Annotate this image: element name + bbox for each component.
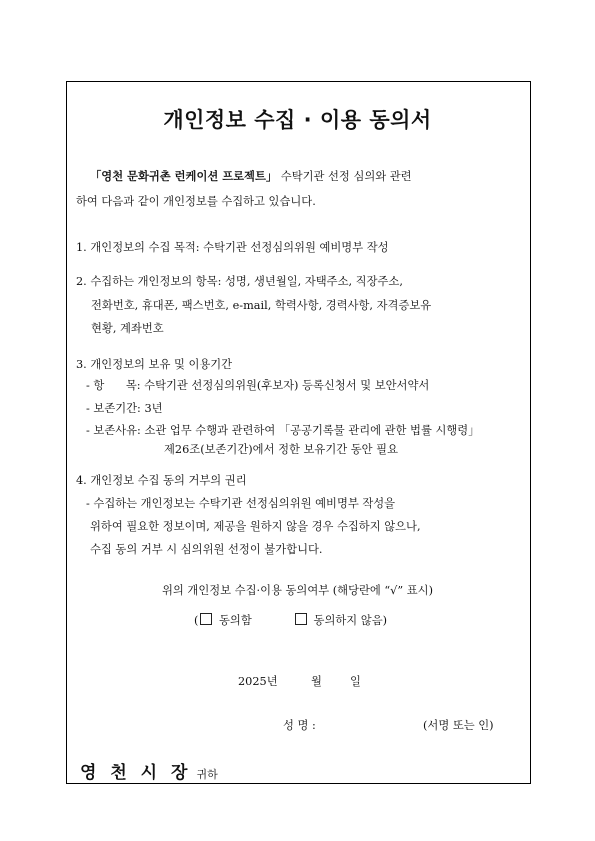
- section-4-line-1: - 수집하는 개인정보는 수탁기관 선정심의위원 예비명부 작성을: [86, 497, 396, 510]
- date-day: 일: [350, 675, 361, 688]
- section-3-item-2: - 보존기간: 3년: [86, 402, 163, 415]
- date-year: 2025년: [238, 675, 278, 688]
- disagree-label: 동의하지 않음: [313, 614, 383, 627]
- paren-close: ): [382, 614, 388, 627]
- section-1: 1. 개인정보의 수집 목적: 수탁기관 선정심의위원 예비명부 작성: [76, 241, 389, 254]
- agree-checkbox[interactable]: [200, 613, 212, 625]
- document-title: 개인정보 수집 · 이용 동의서: [163, 108, 432, 132]
- disagree-checkbox[interactable]: [295, 613, 307, 625]
- section-2-line-1: 2. 수집하는 개인정보의 항목: 성명, 생년월일, 자택주소, 직장주소,: [76, 275, 403, 288]
- signature-label: 성 명 :: [283, 719, 316, 732]
- section-3-item-3-line-1: - 보존사유: 소관 업무 수행과 관련하여 「공공기록물 관리에 관한 법률 시행령」: [86, 424, 480, 437]
- paren-open: (: [194, 614, 199, 627]
- consent-question: 위의 개인정보 수집·이용 동의여부 (해당란에 “√” 표시): [162, 584, 433, 597]
- intro-line-1: [90, 165, 412, 189]
- signature-note: (서명 또는 인): [423, 719, 494, 732]
- section-4-heading: 4. 개인정보 수집 동의 거부의 권리: [76, 474, 247, 487]
- section-2-line-2: 전화번호, 휴대폰, 팩스번호, e-mail, 학력사항, 경력사항, 자격증보유: [91, 299, 432, 312]
- section-3-item-3-line-2: 제26조(보존기간)에서 정한 보유기간 동안 필요: [164, 443, 398, 456]
- closing: [80, 758, 218, 783]
- project-name: 「영천 문화귀촌 런케이션 프로젝트」: [90, 170, 278, 183]
- recipient-suffix: 귀하: [196, 768, 218, 781]
- consent-options: [194, 609, 387, 633]
- section-2-line-3: 현황, 계좌번호: [91, 322, 164, 335]
- intro-line-2: 하여 다음과 같이 개인정보를 수집하고 있습니다.: [76, 195, 316, 208]
- date-month: 월: [311, 675, 322, 688]
- intro-line-1-rest: 수탁기관 선정 심의와 관련: [277, 170, 412, 183]
- section-3-item-1: - 항 목: 수탁기관 선정심의위원(후보자) 등록신청서 및 보안서약서: [86, 379, 430, 392]
- section-3-heading: 3. 개인정보의 보유 및 이용기간: [76, 358, 233, 371]
- section-4-line-3: 수집 동의 거부 시 심의위원 선정이 불가합니다.: [90, 543, 323, 556]
- section-4-line-2: 위하여 필요한 정보이며, 제공을 원하지 않을 경우 수집하지 않으나,: [90, 520, 421, 533]
- agree-label: 동의함: [219, 614, 252, 627]
- recipient: 영 천 시 장: [80, 763, 192, 783]
